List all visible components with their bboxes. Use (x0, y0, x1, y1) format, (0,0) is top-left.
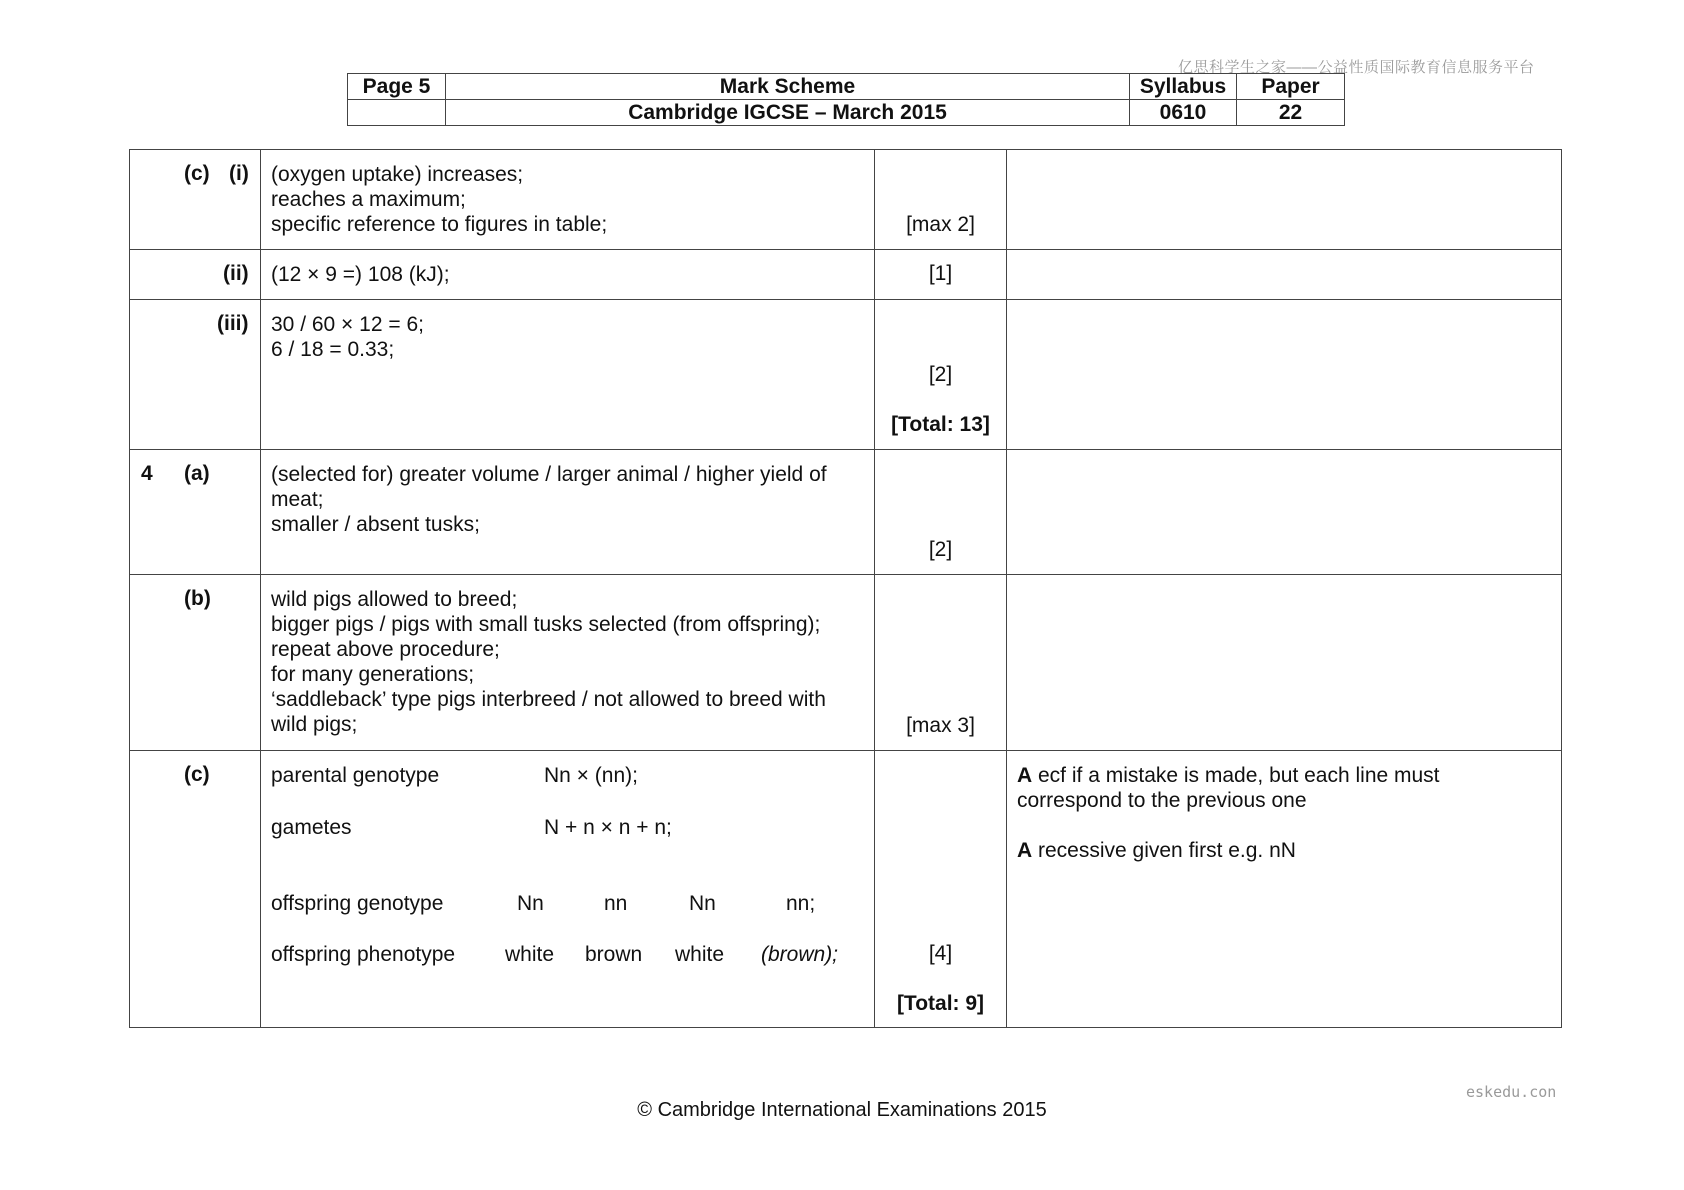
answer-line: ‘saddleback’ type pigs interbreed / not allowed to breed with (271, 688, 826, 711)
marks-cell (875, 300, 1007, 450)
phenotype-2: brown (585, 943, 643, 966)
table-row-4-c (130, 751, 1562, 1028)
genotype-3: Nn (689, 892, 716, 915)
answer-line: wild pigs allowed to breed; (271, 588, 518, 611)
notes-cell (1007, 250, 1562, 300)
header-page: Page 5 (348, 74, 446, 100)
table-row-c-i (130, 150, 1562, 250)
sub-label: (iii) (217, 312, 249, 335)
offspring-phenotype-label: offspring phenotype (271, 943, 456, 966)
answer-line: (selected for) greater volume / larger animal / higher yield of (271, 463, 827, 486)
mark-value: [2] (928, 538, 953, 561)
genotype-1: Nn (517, 892, 544, 915)
answer-line: for many generations; (271, 663, 475, 686)
header-paper-label: Paper (1237, 74, 1345, 100)
part-label: (b) (184, 587, 211, 610)
answer-line: 30 / 60 × 12 = 6; (271, 313, 424, 336)
header-syllabus-label: Syllabus (1130, 74, 1237, 100)
mark-value: [2] (928, 363, 953, 386)
genotype-2: nn (604, 892, 628, 915)
gametes-value: N + n × n + n; (544, 816, 672, 839)
marks-cell (875, 450, 1007, 575)
parental-genotype-value: Nn × (nn); (544, 764, 638, 787)
mark-value: [max 2] (906, 213, 975, 236)
answer-line: reaches a maximum; (271, 188, 466, 211)
question-cell (130, 751, 261, 1028)
total-value: [Total: 9] (896, 992, 985, 1015)
answer-cell (261, 450, 875, 575)
watermark-top: 亿思科学生之家——公益性质国际教育信息服务平台 (1178, 59, 1535, 76)
question-cell (130, 150, 261, 250)
offspring-genotype-label: offspring genotype (271, 892, 444, 915)
watermark-bottom: eskedu.con (1466, 1083, 1557, 1101)
gametes-label: gametes (271, 816, 352, 839)
answer-cell (261, 300, 875, 450)
note-line (1017, 763, 1551, 788)
part-label: (a) (184, 462, 210, 485)
table-row-c-ii (130, 250, 1562, 300)
answer-line: (oxygen uptake) increases; (271, 163, 524, 186)
question-cell (130, 250, 261, 300)
answer-cell (261, 575, 875, 751)
answer-cell (261, 250, 875, 300)
notes-cell (1007, 751, 1562, 1028)
mark-value: [1] (928, 262, 953, 285)
footer-copyright: © Cambridge International Examinations 2015 (637, 1099, 1047, 1121)
answer-line: meat; (271, 488, 324, 511)
answer-line: specific reference to figures in table; (271, 213, 608, 236)
answer-line: 6 / 18 = 0.33; (271, 338, 395, 361)
genotype-4: nn; (786, 892, 816, 915)
parental-genotype-label: parental genotype (271, 764, 440, 787)
header-empty-cell (348, 100, 446, 126)
note-accept-marker: A (1017, 764, 1033, 787)
mark-value: [4] (928, 942, 953, 965)
marks-cell (875, 150, 1007, 250)
header-syllabus: 0610 (1130, 100, 1237, 126)
marks-cell (875, 575, 1007, 751)
sub-label: (ii) (223, 262, 249, 285)
part-label: (c) (184, 162, 210, 185)
notes-cell (1007, 575, 1562, 751)
notes-cell (1007, 300, 1562, 450)
total-value: [Total: 13] (891, 413, 990, 436)
note-line (1017, 838, 1551, 863)
question-cell (130, 575, 261, 751)
part-label: (c) (184, 763, 210, 786)
table-row-4-b (130, 575, 1562, 751)
note-text: recessive given first e.g. nN (1032, 839, 1296, 862)
answer-line: (12 × 9 =) 108 (kJ); (271, 263, 450, 286)
answer-line: wild pigs; (271, 713, 358, 736)
phenotype-4: (brown); (761, 943, 839, 966)
phenotype-1: white (505, 943, 555, 966)
note-line: correspond to the previous one (1017, 789, 1307, 812)
note-accept-marker: A (1017, 839, 1033, 862)
answer-cell (261, 150, 875, 250)
mark-scheme-table (129, 149, 1562, 1028)
phenotype-3: white (675, 943, 725, 966)
question-cell (130, 450, 261, 575)
answer-line: smaller / absent tusks; (271, 513, 480, 536)
answer-line: repeat above procedure; (271, 638, 500, 661)
genetic-cross (271, 763, 864, 1023)
answer-cell (261, 751, 875, 1028)
header-exam: Cambridge IGCSE – March 2015 (446, 100, 1130, 126)
marks-cell (875, 250, 1007, 300)
marks-cell (875, 751, 1007, 1028)
notes-cell (1007, 150, 1562, 250)
table-row-c-iii (130, 300, 1562, 450)
note-text: ecf if a mistake is made, but each line must (1032, 764, 1440, 787)
header-title: Mark Scheme (446, 74, 1130, 100)
question-number: 4 (141, 462, 153, 485)
header-paper: 22 (1237, 100, 1345, 126)
question-cell (130, 300, 261, 450)
header-table (347, 73, 1345, 126)
answer-line: bigger pigs / pigs with small tusks selected (from offspring); (271, 613, 821, 636)
notes-cell (1007, 450, 1562, 575)
table-row-4-a (130, 450, 1562, 575)
mark-value: [max 3] (906, 714, 975, 737)
sub-label: (i) (229, 162, 249, 185)
